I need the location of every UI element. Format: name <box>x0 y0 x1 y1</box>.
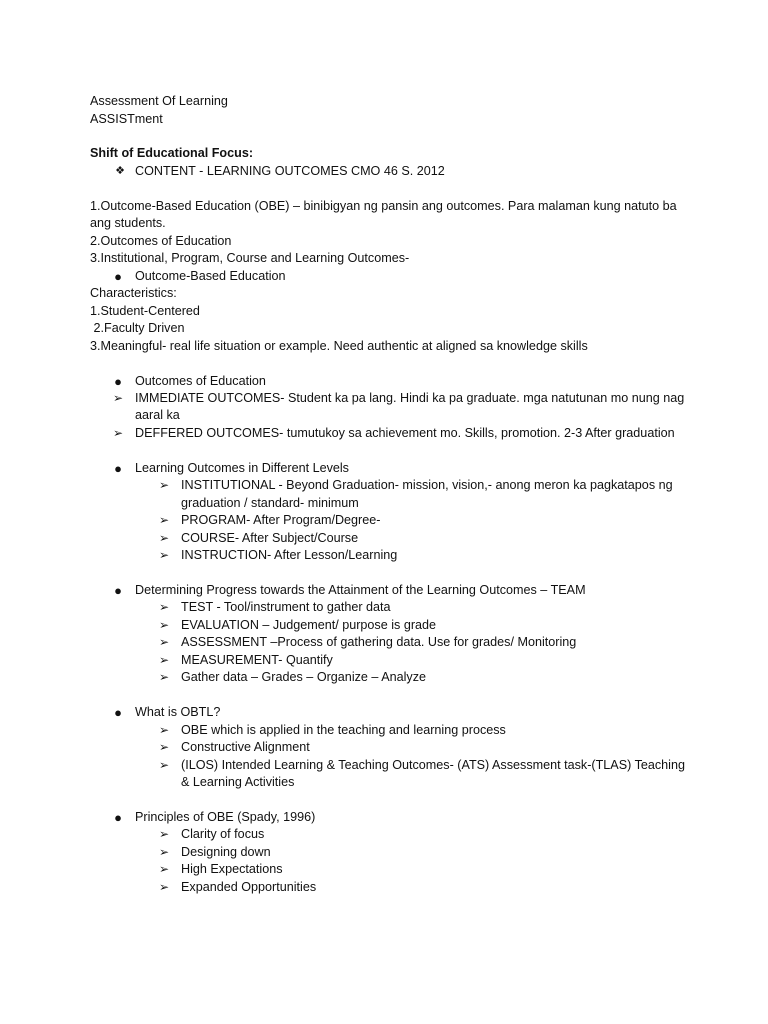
deferred-outcomes: DEFFERED OUTCOMES- tumutukoy sa achievement mo. Skills, promotion. 2-3 After graduation <box>135 426 675 440</box>
arrowhead-bullet-icon: ➢ <box>112 391 124 405</box>
arrowhead-bullet-icon: ➢ <box>158 880 170 894</box>
arrowhead-bullet-icon: ➢ <box>158 635 170 649</box>
arrowhead-bullet-icon: ➢ <box>158 600 170 614</box>
arrowhead-bullet-icon: ➢ <box>158 548 170 562</box>
instruction-level: INSTRUCTION- After Lesson/Learning <box>181 548 398 562</box>
shift-content: CONTENT - LEARNING OUTCOMES CMO 46 S. 2012 <box>135 164 445 178</box>
characteristic-3: 3.Meaningful- real life situation or example. Need authentic at aligned sa knowledge skills <box>90 339 588 353</box>
characteristic-1: 1.Student-Centered <box>90 304 200 318</box>
round-bullet-icon: ● <box>114 583 122 598</box>
ilos-line-2: & Learning Activities <box>181 775 295 789</box>
clarity-item: Clarity of focus <box>181 827 265 841</box>
arrowhead-bullet-icon: ➢ <box>158 618 170 632</box>
arrowhead-bullet-icon: ➢ <box>158 670 170 684</box>
round-bullet-icon: ● <box>114 461 122 476</box>
assessment-item: ASSESSMENT –Process of gathering data. Use for grades/ Monitoring <box>181 635 577 649</box>
constructive-alignment-item: Constructive Alignment <box>181 740 310 754</box>
arrowhead-bullet-icon: ➢ <box>158 513 170 527</box>
levels-bullet: Learning Outcomes in Different Levels <box>135 461 349 475</box>
characteristic-2: 2.Faculty Driven <box>90 321 185 335</box>
program-level: PROGRAM- After Program/Degree- <box>181 513 381 527</box>
four-diamond-bullet-icon: ❖ <box>115 165 125 177</box>
round-bullet-icon: ● <box>114 810 122 825</box>
obtl-obe-item: OBE which is applied in the teaching and learning process <box>181 723 506 737</box>
arrowhead-bullet-icon: ➢ <box>158 758 170 772</box>
designing-down-item: Designing down <box>181 845 271 859</box>
outcomes-bullet: Outcomes of Education <box>135 374 266 388</box>
evaluation-item: EVALUATION – Judgement/ purpose is grade <box>181 618 437 632</box>
arrowhead-bullet-icon: ➢ <box>158 740 170 754</box>
immediate-outcomes-line-2: aaral ka <box>135 408 180 422</box>
obtl-bullet: What is OBTL? <box>135 705 221 719</box>
progress-bullet: Determining Progress towards the Attainment of the Learning Outcomes – TEAM <box>135 583 586 597</box>
characteristics-label: Characteristics: <box>90 286 177 300</box>
institutional-line-1: INSTITUTIONAL - Beyond Graduation- mission, vision,- anong meron ka pagkatapos ng <box>181 478 673 492</box>
arrowhead-bullet-icon: ➢ <box>158 653 170 667</box>
round-bullet-icon: ● <box>114 269 122 284</box>
obe-item-2: 2.Outcomes of Education <box>90 234 232 248</box>
obe-item-3: 3.Institutional, Program, Course and Learning Outcomes- <box>90 251 410 265</box>
gather-data-item: Gather data – Grades – Organize – Analyze <box>181 670 427 684</box>
test-item: TEST - Tool/instrument to gather data <box>181 600 391 614</box>
arrowhead-bullet-icon: ➢ <box>158 862 170 876</box>
document-subtitle: ASSISTment <box>90 112 163 126</box>
ilos-line-1: (ILOS) Intended Learning & Teaching Outcomes- (ATS) Assessment task-(TLAS) Teaching <box>181 758 685 772</box>
measurement-item: MEASUREMENT- Quantify <box>181 653 333 667</box>
arrowhead-bullet-icon: ➢ <box>158 531 170 545</box>
obe-item-1-line-1: 1.Outcome-Based Education (OBE) – binibigyan ng pansin ang outcomes. Para malaman kung natuto ba <box>90 199 677 213</box>
shift-heading: Shift of Educational Focus: <box>90 146 254 160</box>
obe-bullet: Outcome-Based Education <box>135 269 286 283</box>
arrowhead-bullet-icon: ➢ <box>158 827 170 841</box>
arrowhead-bullet-icon: ➢ <box>112 426 124 440</box>
course-level: COURSE- After Subject/Course <box>181 531 359 545</box>
principles-bullet: Principles of OBE (Spady, 1996) <box>135 810 316 824</box>
round-bullet-icon: ● <box>114 705 122 720</box>
immediate-outcomes-line-1: IMMEDIATE OUTCOMES- Student ka pa lang. Hindi ka pa graduate. mga natutunan mo nung nag <box>135 391 685 405</box>
arrowhead-bullet-icon: ➢ <box>158 723 170 737</box>
institutional-line-2: graduation / standard- minimum <box>181 496 359 510</box>
high-expectations-item: High Expectations <box>181 862 283 876</box>
expanded-opportunities-item: Expanded Opportunities <box>181 880 317 894</box>
document-title: Assessment Of Learning <box>90 94 228 108</box>
arrowhead-bullet-icon: ➢ <box>158 478 170 492</box>
arrowhead-bullet-icon: ➢ <box>158 845 170 859</box>
round-bullet-icon: ● <box>114 374 122 389</box>
obe-item-1-line-2: ang students. <box>90 216 166 230</box>
